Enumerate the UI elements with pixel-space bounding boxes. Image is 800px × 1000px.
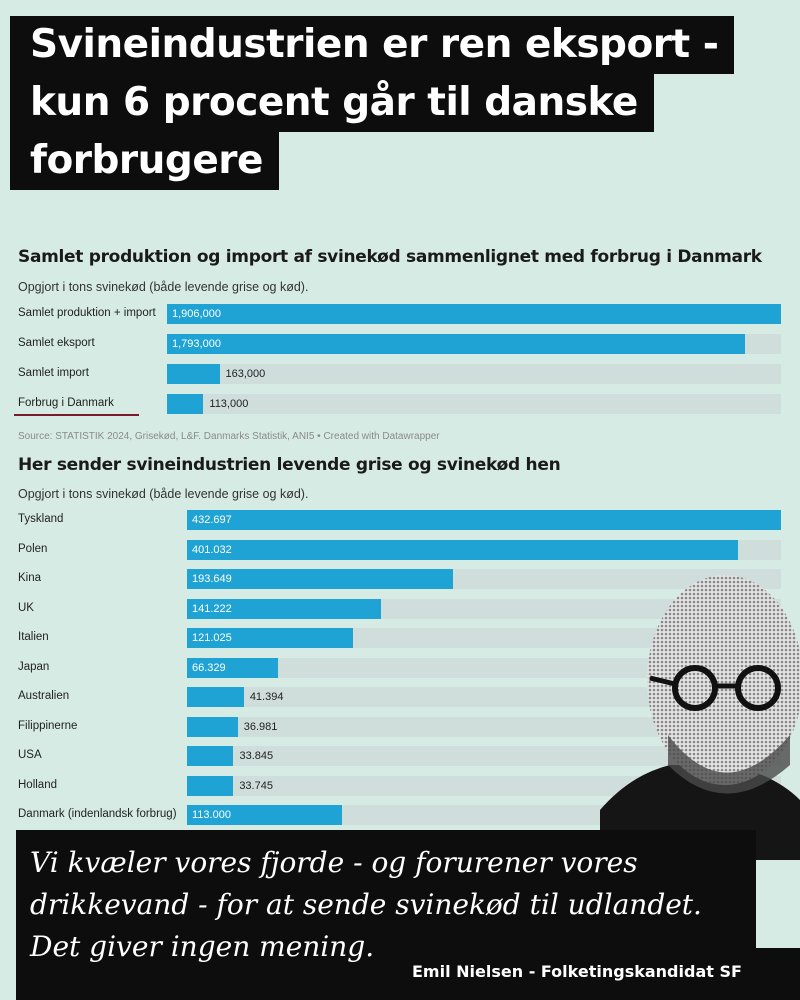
value-label: 41.394 — [249, 691, 284, 703]
quote-text: Vi kvæler vores fjorde - og forurener vores drikkevand - for at sende svinekød til udlandet. Det giver ingen mening. — [30, 846, 702, 963]
category-label: UK — [18, 601, 34, 614]
bar-track — [167, 304, 781, 324]
category-label: Samlet produktion + import — [18, 307, 156, 319]
value-label: 113,000 — [209, 398, 249, 410]
category-label: Holland — [18, 778, 57, 791]
bar — [167, 394, 203, 414]
portrait-photo — [600, 560, 800, 860]
value-label: 141.222 — [192, 602, 232, 615]
chart-1-title: Samlet produktion og import af svinekød sammenlignet med forbrug i Danmark — [18, 247, 762, 267]
headline — [10, 16, 790, 190]
category-label: Filippinerne — [18, 719, 78, 732]
bar-track — [187, 540, 781, 560]
category-label: Japan — [18, 660, 50, 673]
category-label: Danmark (indenlandsk forbrug) — [18, 808, 177, 820]
value-label: 401.032 — [192, 543, 232, 556]
bar-track — [167, 334, 781, 354]
category-label: Italien — [18, 631, 49, 643]
value-label: 113.000 — [192, 809, 231, 821]
highlight-underline — [14, 414, 139, 416]
category-label: Kina — [18, 572, 42, 584]
category-label: Samlet import — [18, 367, 89, 379]
chart-source: Source: STATISTIK 2024, Grisekød, L&F. Danmarks Statistik, ANI5 • Created with Datawrapper — [18, 431, 440, 442]
bar — [187, 717, 238, 737]
value-label: 163,000 — [225, 368, 266, 380]
chart-2-subtitle: Opgjort i tons svinekød (både levende grise og kød). — [18, 487, 309, 501]
category-label: Samlet eksport — [18, 337, 95, 349]
headline-line: Svineindustrien er ren eksport - — [10, 16, 734, 74]
chart-2-title: Her sender svineindustrien levende grise og svinekød hen — [18, 455, 561, 475]
bar — [167, 304, 781, 324]
bar-row — [0, 510, 800, 530]
bar — [167, 364, 220, 384]
value-label: 33.745 — [239, 779, 273, 792]
caption-name: Emil Nielsen - Folketingskandidat SF — [412, 962, 742, 981]
bar — [187, 746, 233, 766]
category-label: USA — [18, 749, 42, 761]
category-label: Polen — [18, 542, 48, 555]
bar — [187, 687, 244, 707]
bar — [187, 510, 781, 530]
value-label: 66.329 — [192, 661, 226, 674]
bar-row — [0, 540, 800, 560]
caption-box — [400, 948, 800, 1000]
bar-row — [0, 394, 800, 414]
bar — [187, 540, 738, 560]
value-label: 33.845 — [239, 750, 274, 762]
bar-row — [0, 364, 800, 384]
bar-row — [0, 304, 800, 324]
category-label: Forbrug i Danmark — [18, 397, 114, 409]
bar — [167, 334, 745, 354]
value-label: 121.025 — [192, 632, 232, 644]
bar-track — [167, 394, 781, 414]
headline-line: kun 6 procent går til danske — [10, 74, 654, 132]
value-label: 193.649 — [192, 573, 232, 585]
chart-1-subtitle: Opgjort i tons svinekød (både levende grise og kød). — [18, 280, 309, 294]
category-label: Tyskland — [18, 513, 64, 525]
category-label: Australien — [18, 690, 70, 702]
headline-line: forbrugere — [10, 132, 279, 190]
value-label: 1,906,000 — [172, 308, 221, 320]
value-label: 1,793,000 — [172, 338, 221, 350]
value-label: 432.697 — [192, 514, 232, 526]
bar-track — [167, 364, 781, 384]
value-label: 36.981 — [243, 720, 278, 733]
bar-row — [0, 334, 800, 354]
bar-track — [187, 510, 781, 530]
bar — [187, 776, 233, 796]
